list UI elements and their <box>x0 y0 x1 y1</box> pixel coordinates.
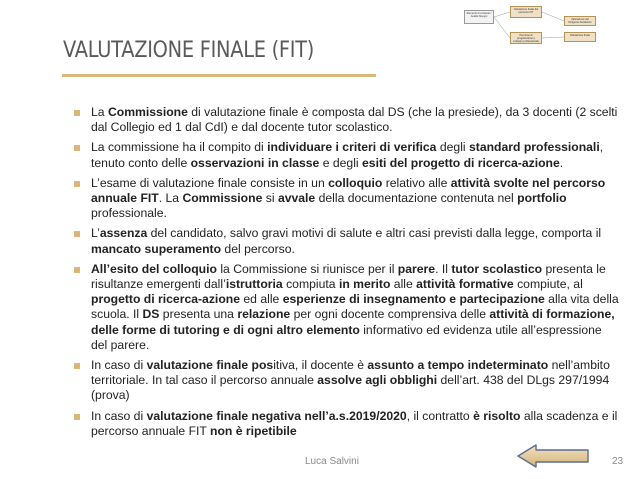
text-run: e degli <box>319 155 363 170</box>
diagram-box-outcome: Valutazione finale <box>564 32 596 42</box>
text-run: per ogni docente comprensiva delle <box>290 307 490 322</box>
bullet-item <box>74 176 619 222</box>
diagram-box-path: Percorso di progettazione e sviluppo professionale <box>510 32 542 44</box>
bullet-marker <box>74 145 80 151</box>
bullet-marker <box>74 231 80 237</box>
bold-text: attività formative <box>416 277 514 292</box>
text-run: In caso di <box>91 358 147 373</box>
text-run: del candidato, salvo gravi motivi di salute e altri casi previsti dalla legge, comporta il <box>147 226 602 241</box>
text-run: compiute, al <box>513 277 583 292</box>
text-run: presenta le risultanze emergenti dall’ <box>91 261 606 292</box>
diagram-box-final-evaluation: Valutazione finale del percorso FIT <box>510 6 542 18</box>
text-run: si <box>262 191 278 206</box>
left-arrow-icon <box>516 443 590 469</box>
text-run: L’ <box>91 226 100 241</box>
bold-text: portfolio <box>517 191 567 206</box>
text-run: la Commissione si riunisce per il <box>216 261 398 276</box>
bullet-list <box>74 105 619 444</box>
bullet-item <box>74 409 619 439</box>
bold-text: esiti del progetto di ricerca-azione <box>362 155 560 170</box>
text-run: . La <box>158 191 183 206</box>
bold-text: colloquio <box>328 175 383 190</box>
back-button[interactable] <box>516 443 590 469</box>
text-run: del percorso. <box>221 241 295 256</box>
text-run: , tenuto conto delle <box>91 140 604 170</box>
text-run: , il contratto <box>406 408 474 423</box>
bold-text: assunto a tempo indeterminato <box>367 358 549 373</box>
bullet-marker <box>74 414 80 420</box>
bold-text: osservazioni in classe <box>190 155 320 170</box>
bold-text: individuare i criteri di verifica <box>267 140 437 155</box>
bullet-item <box>74 358 619 404</box>
bullet-item <box>74 262 619 353</box>
text-run: relativo alle <box>382 175 451 190</box>
text-run: itiva, il docente è <box>273 358 368 373</box>
text-run: degli <box>436 140 469 155</box>
bullet-marker <box>74 267 80 273</box>
bold-text: è risolto <box>473 408 521 423</box>
bold-text: assolve agli obblighi <box>317 373 438 388</box>
bold-text: istruttoria <box>225 277 283 292</box>
bold-text: tutor scolastico <box>451 261 543 276</box>
bold-text: parere <box>397 261 436 276</box>
page-number: 23 <box>612 456 624 467</box>
bullet-marker <box>74 110 80 116</box>
bold-text: in merito <box>338 277 391 292</box>
text-run: La commissione ha il compito di <box>91 140 268 155</box>
text-run: In caso di <box>91 408 147 423</box>
text-run: presenta una <box>159 307 238 322</box>
bold-text: esperienze di insegnamento e partecipazione <box>282 292 545 307</box>
bold-text: avvale <box>277 191 316 206</box>
bold-text: Commissione <box>107 105 188 119</box>
bullet-item <box>74 105 619 135</box>
text-run: . <box>559 155 564 170</box>
text-run: L’esame di valutazione finale consiste in un <box>91 175 329 190</box>
bold-text: Commissione <box>182 191 263 206</box>
text-run: alle <box>390 277 417 292</box>
bold-text: All’esito del colloquio <box>91 261 217 276</box>
text-run: . Il <box>435 261 452 276</box>
text-run: alla scadenza e il percorso annuale FIT <box>91 408 618 438</box>
text-run: professionale. <box>91 206 167 221</box>
bullet-marker <box>74 363 80 369</box>
bold-text: DS <box>142 307 160 322</box>
text-run: compiuta <box>282 277 339 292</box>
bold-text: valutazione finale negativa nell’a.s.2019/2020 <box>146 408 407 423</box>
bold-text: mancato superamento <box>91 241 222 256</box>
bullet-item <box>74 226 619 256</box>
bullet-item <box>74 140 619 170</box>
text-run: informativo ed evidenza utile all’espressione del parere. <box>91 322 602 352</box>
bold-text: relazione <box>237 307 291 322</box>
bold-text: attività di formazione, delle forme di tutoring e di ogni altro elemento <box>91 307 615 337</box>
bold-text: progetto di ricerca-azione <box>91 292 240 307</box>
footer-author: Luca Salvini <box>305 456 359 467</box>
text-run: ed alle <box>240 292 283 307</box>
text-run: dell’art. 438 del DLgs 297/1994 (prova) <box>91 373 610 403</box>
bullet-marker <box>74 181 80 187</box>
bold-text: valutazione finale pos <box>146 358 274 373</box>
bold-text: attività svolte nel percorso annuale FIT <box>91 175 606 206</box>
diagram-box-ds-evaluation: Valutazione del Dirigente Scolastico <box>564 16 596 26</box>
title-underline <box>62 74 376 77</box>
mini-diagram <box>462 4 632 48</box>
text-run: di valutazione finale è composta dal DS (che la presiede), da 3 docenti (2 scelti dal Collegio ed 1 dal CdI) e dal docente tutor scolastico. <box>91 105 618 135</box>
bold-text: standard professionali <box>469 140 600 155</box>
bold-text: non è ripetibile <box>210 423 297 438</box>
slide-title: VALUTAZIONE FINALE (FIT) <box>63 38 315 63</box>
text-run: La <box>91 105 108 119</box>
text-run: alla vita della scuola. Il <box>91 292 619 322</box>
text-run: nell’ambito territoriale. In tal caso il percorso annuale <box>91 358 610 388</box>
diagram-box-context: Elementi di contesto / Analisi bisogni <box>464 10 494 24</box>
bold-text: assenza <box>99 226 148 241</box>
text-run: della documentazione contenuta nel <box>315 191 518 206</box>
